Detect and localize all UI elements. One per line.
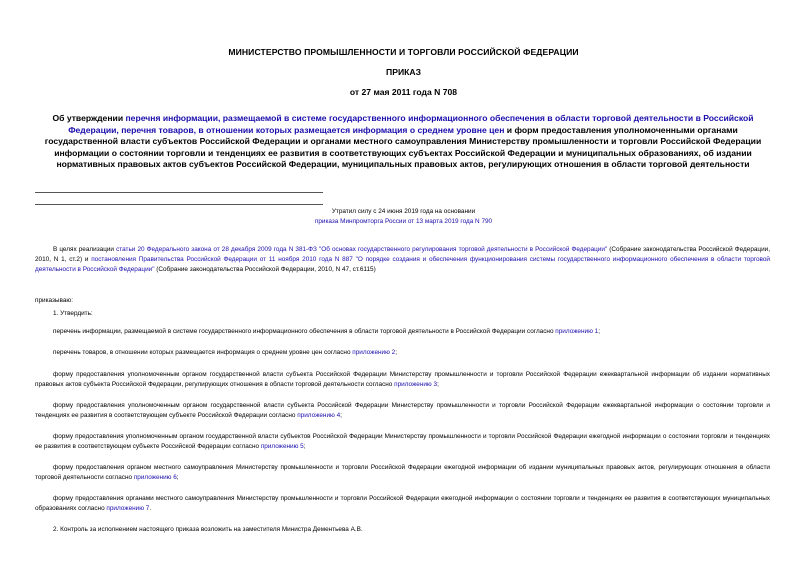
list-item-text: форму предоставления уполномоченным органом государственной власти субъектов Российской Федерации Министерству промышленности и торговли Российской Федерации ежегодной информации о состоянии торговли и тенденциях ее развития в соответствующем субъекте Российской Федерации согласно [35,433,770,450]
status-link[interactable]: приказа Минпромторга России от 13 марта 2019 года N 790 [314,218,493,225]
list-item-end: ; [303,443,306,450]
order-item-1: 1. Утвердить: [53,310,93,317]
appendix-link-4[interactable]: приложению 4 [297,412,341,419]
list-item-end: ; [437,381,439,388]
list-item-text: перечень информации, размещаемой в системе государственного информационного обеспечения в области торговой деятельности в Российской Федерации согласно [53,328,556,335]
intro-paragraph [35,245,770,275]
status-note [0,207,807,227]
appendix-link-7[interactable]: приложению 7 [106,505,150,512]
list-item [35,432,770,452]
list-item-text: перечень товаров, в отношении которых размещается информация о среднем уровне цен согласно [53,349,353,356]
title-link-lists[interactable]: перечня информации, размещаемой в системе государственного информационного обеспечения в области торговой деятельности в Российской Федерации, перечня товаров, в отношении которых размещается информация о среднем уровне цен [68,113,754,135]
divider-bottom [35,204,323,205]
order-item-2: 2. Контроль за исполнением настоящего приказа возложить на заместителя Министра Дементьева А.В. [53,526,363,533]
list-item [35,370,770,390]
appendix-link-3[interactable]: приложению 3 [394,381,438,388]
appendix-link-6[interactable]: приложению 6 [133,474,177,481]
list-item-end: . [149,505,152,512]
list-item-text: форму предоставления уполномоченным органом государственной власти субъекта Российской Федерации Министерству промышленности и торговли Российской Федерации ежеквартальной информации о состоянии торговли и тенденциях ее развития в соответствующем субъекте Российской Федерации согласно [35,402,770,419]
intro-text-3: (Собрание законодательства Российской Федерации, 2010, N 47, ст.6115) [154,266,376,273]
document-date-number: от 27 мая 2011 года N 708 [349,87,458,97]
intro-link-law[interactable]: статьи 20 Федерального закона от 28 декабря 2009 года N 381-ФЗ "Об основах государственного регулирования торговой деятельности в Российской Федерации" [116,246,608,253]
list-item [35,348,770,358]
intro-text-2: (Собрание законодательства Российской Федерации, 2010, N 1, ст.2) и [35,246,771,263]
list-item [35,463,770,483]
appendix-link-2[interactable]: приложению 2 [352,349,396,356]
intro-link-decree[interactable]: постановления Правительства Российской Федерации от 11 ноября 2010 года N 887 "О порядке создания и обеспечения функционирования системы государственного информационного обеспечения в области торговой деятельности в Российской Федерации" [35,256,770,273]
document-title [34,113,772,171]
list-item [35,494,770,514]
appendix-link-1[interactable]: приложению 1 [555,328,599,335]
list-item-text: форму предоставления органами местного самоуправления Министерству промышленности и торговли Российской Федерации ежегодной информации о состоянии торговли и тенденциях ее развития в соответствующих муниципальных образованиях согласно [35,495,770,512]
appendix-link-5[interactable]: приложению 5 [260,443,304,450]
list-item [35,401,770,421]
intro-text-1: В целях реализации [53,246,117,253]
title-suffix: и форм предоставления уполномоченными органами государственной власти субъектов Российской Федерации и органами местного самоуправления Министерству промышленности и торговли Российской Федерации информации о состоянии торговли и тенденциях ее развития в соответствующих субъектах Российской Федерации и муниципальных образованиях, об издании нормативных правовых актов субъектов Российской Федерации, муниципальных правовых актов, регулирующих отношения в области торговой деятельности [44,124,762,170]
title-prefix: Об утверждении [52,113,126,123]
order-heading: приказываю: [35,297,73,304]
status-line: Утратил силу с 24 июня 2019 года на основании [331,208,476,215]
list-item-end: ; [176,474,179,481]
ministry-name: МИНИСТЕРСТВО ПРОМЫШЛЕННОСТИ И ТОРГОВЛИ РОССИЙСКОЙ ФЕДЕРАЦИИ [228,47,579,57]
document-type: ПРИКАЗ [386,67,421,77]
list-item-text: форму предоставления уполномоченным органом государственной власти субъекта Российской Федерации Министерству промышленности и торговли Российской Федерации ежеквартальной информации об издании нормативных правовых актов субъекта Российской Федерации, регулирующих отношения в области торговой деятельности согласно [35,371,770,388]
list-item-text: форму предоставления органом местного самоуправления Министерству промышленности и торговли Российской Федерации ежегодной информации об издании муниципальных правовых актов, регулирующих отношения в области торговой деятельности согласно [35,464,770,481]
divider-top [35,192,323,193]
list-item [35,327,770,337]
list-item-end: ; [395,349,397,356]
list-item-end: ; [340,412,342,419]
list-item-end: ; [598,328,600,335]
